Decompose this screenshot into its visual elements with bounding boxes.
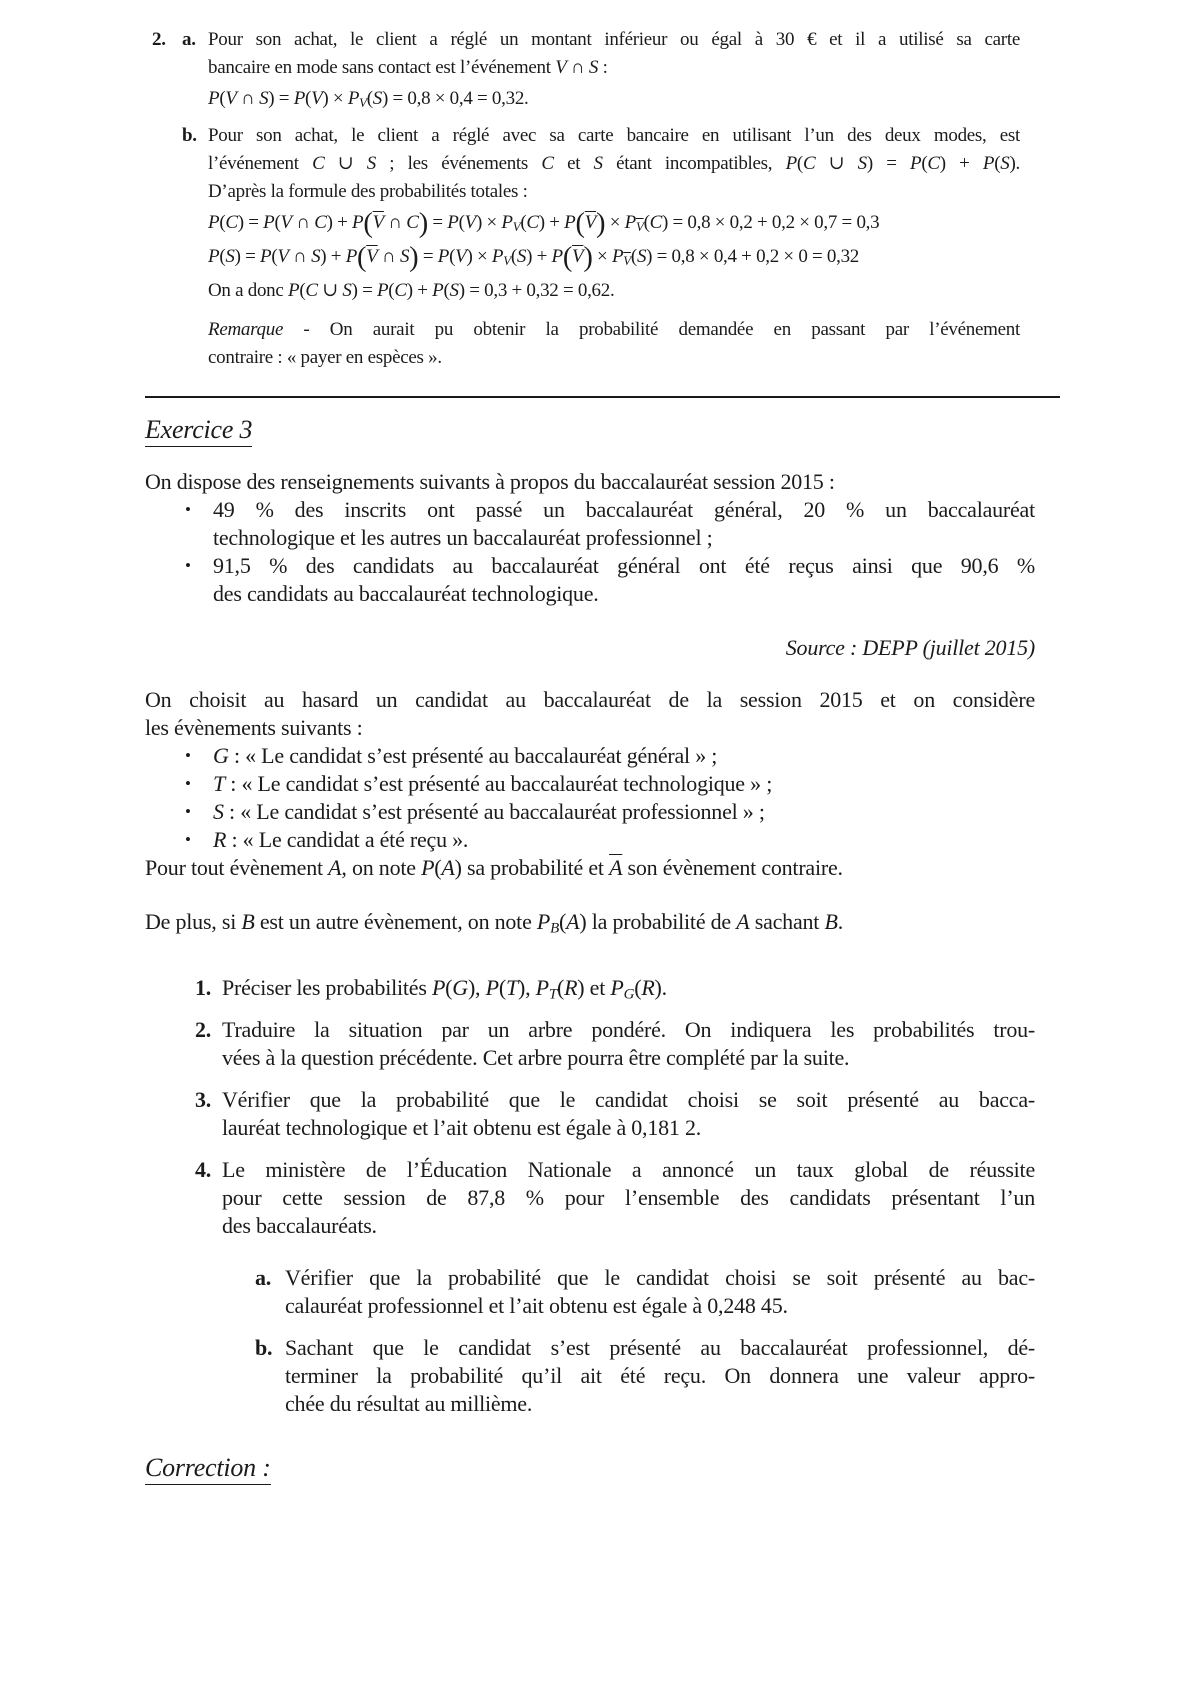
text-line: bancaire en mode sans contact est l’événement V ∩ S : bbox=[208, 57, 608, 78]
event-definition: G : « Le candidat s’est présenté au baccalauréat général » ; bbox=[213, 743, 718, 768]
formula-conclusion: On a donc P(C ∪ S) = P(C) + P(S) = 0,3 + 0,32 = 0,62. bbox=[208, 280, 615, 301]
event-bullet-R bbox=[145, 826, 1035, 854]
question-2 bbox=[145, 1016, 1035, 1072]
question-number: 2. bbox=[195, 1017, 212, 1042]
subquestion-label: b. bbox=[255, 1335, 273, 1360]
subquestion-label: a. bbox=[255, 1265, 272, 1290]
text-line: pour cette session de 87,8 % pour l’ensemble des candidats présentant l’un bbox=[222, 1185, 1035, 1210]
formula-ps: P(S) = P(V ∩ $S) + P(\overline{V}$ ∩ $S) = P(V) \times PV(S) + P(\overline{V}) \times P\overline{V}(S) = 0,8 \times 0,4 + 0,2 \times 0 = 0,32$ bbox=[208, 241, 860, 273]
bullet-icon: • bbox=[185, 556, 191, 575]
text-line: Préciser les probabilités P(G), P(T), PT(R) et PG(R). bbox=[222, 975, 667, 1002]
text-line: 49 % des inscrits ont passé un baccalauréat général, 20 % un baccalauréat bbox=[213, 497, 1035, 522]
text-line: On choisit au hasard un candidat au baccalauréat de la session 2015 et on considère bbox=[145, 687, 1035, 712]
exercise2-correction-section bbox=[0, 0, 1191, 372]
notation-line-1: Pour tout évènement A, on note P(A) sa probabilité et $\overline{A}$ son évènement contraire. bbox=[145, 855, 843, 880]
question-3 bbox=[145, 1086, 1035, 1142]
stats-bullet-2 bbox=[145, 552, 1035, 608]
item-2b-content bbox=[208, 122, 1020, 372]
exercise3-heading bbox=[145, 414, 1035, 448]
bullet-content bbox=[213, 552, 1035, 608]
text-line: les évènements suivants : bbox=[145, 715, 363, 740]
text-line: des baccalauréats. bbox=[222, 1213, 377, 1238]
text-line: Pour son achat, le client a réglé un montant inférieur ou égal à 30 € et il a utilisé sa carte bbox=[208, 29, 1020, 50]
stats-bullet-1 bbox=[145, 496, 1035, 552]
event-definition: T : « Le candidat s’est présenté au baccalauréat technologique » ; bbox=[213, 771, 773, 796]
question-1 bbox=[145, 974, 1035, 1002]
text-line: Pour son achat, le client a réglé avec sa carte bancaire en utilisant l’un des deux modes, est bbox=[208, 125, 1020, 146]
text-line: Vérifier que la probabilité que le candidat choisi se soit présenté au bac- bbox=[285, 1265, 1035, 1290]
item-2a-content bbox=[208, 26, 1020, 116]
bullet-icon: • bbox=[185, 746, 191, 765]
text-line: l’événement C ∪ S ; les événements C et S étant incompatibles, P(C ∪ S) = P(C) + P(S). bbox=[208, 153, 1020, 174]
text-line: technologique et les autres un baccalauréat professionnel ; bbox=[213, 525, 713, 550]
question-number: 4. bbox=[195, 1157, 212, 1182]
item-2b-row bbox=[152, 122, 1020, 372]
item-2a-row bbox=[152, 26, 1020, 116]
formula-pvs: P(V ∩ S) = P(V) × PV(S) = 0,8 × 0,4 = 0,32. bbox=[208, 88, 529, 110]
bullet-icon: • bbox=[185, 500, 191, 519]
event-bullet-G bbox=[145, 742, 1035, 770]
setup-paragraph bbox=[145, 686, 1035, 742]
exercise3-heading-text: Exercice 3 bbox=[145, 415, 252, 447]
bullet-content bbox=[213, 496, 1035, 552]
text-line: vées à la question précédente. Cet arbre pourra être complété par la suite. bbox=[222, 1045, 850, 1070]
text-line: 91,5 % des candidats au baccalauréat général ont été reçus ainsi que 90,6 % bbox=[213, 553, 1035, 578]
event-definition: S : « Le candidat s’est présenté au baccalauréat professionnel » ; bbox=[213, 799, 765, 824]
text-line: Sachant que le candidat s’est présenté au baccalauréat professionnel, dé- bbox=[285, 1335, 1035, 1360]
remark-line: contraire : « payer en espèces ». bbox=[208, 347, 442, 368]
text-line: calauréat professionnel et l’ait obtenu est égale à 0,248 45. bbox=[285, 1293, 788, 1318]
event-bullet-T bbox=[145, 770, 1035, 798]
text-line: des candidats au baccalauréat technologique. bbox=[213, 581, 599, 606]
event-definition: R : « Le candidat a été reçu ». bbox=[213, 827, 469, 852]
notation-line-2: De plus, si B est un autre évènement, on note PB(A) la probabilité de A sachant B. bbox=[145, 909, 843, 936]
formula-pc: P(C) = P(V ∩ $C) + P(\overline{V}$ ∩ $C) = P(V) \times PV(C) + P(\overline{V}) \times P\overline{V}(C) = 0,8 \times 0,2 + 0,2 \times 0,7 = 0,3$ bbox=[208, 207, 880, 239]
item-2b-label: b. bbox=[182, 125, 197, 146]
question-4 bbox=[145, 1156, 1035, 1240]
text-line: Vérifier que la probabilité que le candidat choisi se soit présenté au bacca- bbox=[222, 1087, 1035, 1112]
remark-block bbox=[208, 316, 1020, 372]
text-line: Traduire la situation par un arbre pondéré. On indiquera les probabilités trou- bbox=[222, 1017, 1035, 1042]
text-line: Le ministère de l’Éducation Nationale a annoncé un taux global de réussite bbox=[222, 1157, 1035, 1182]
event-bullet-S bbox=[145, 798, 1035, 826]
text-line: lauréat technologique et l’ait obtenu est égale à 0,181 2. bbox=[222, 1115, 702, 1140]
correction-heading-text: Correction : bbox=[145, 1453, 271, 1485]
intro-paragraph: On dispose des renseignements suivants à propos du baccalauréat session 2015 : bbox=[145, 469, 835, 494]
item-number-spacer bbox=[152, 122, 182, 372]
bullet-icon: • bbox=[185, 802, 191, 821]
question-number: 1. bbox=[195, 975, 212, 1000]
source-attribution: Source : DEPP (juillet 2015) bbox=[785, 635, 1035, 660]
text-line: chée du résultat au millième. bbox=[285, 1391, 533, 1416]
question-4b bbox=[145, 1334, 1035, 1418]
question-4a bbox=[145, 1264, 1035, 1320]
exercise3-section bbox=[0, 398, 1191, 1486]
item-2a-label: a. bbox=[182, 29, 196, 50]
bullet-icon: • bbox=[185, 830, 191, 849]
item-2-number: 2. bbox=[152, 29, 166, 50]
remark-line: Remarque - On aurait pu obtenir la probabilité demandée en passant par l’événement bbox=[208, 319, 1020, 340]
question-number: 3. bbox=[195, 1087, 212, 1112]
correction-heading bbox=[145, 1452, 1035, 1486]
bullet-icon: • bbox=[185, 774, 191, 793]
text-line: D’après la formule des probabilités totales : bbox=[208, 181, 528, 202]
text-line: terminer la probabilité qu’il ait été reçu. On donnera une valeur appro- bbox=[285, 1363, 1035, 1388]
